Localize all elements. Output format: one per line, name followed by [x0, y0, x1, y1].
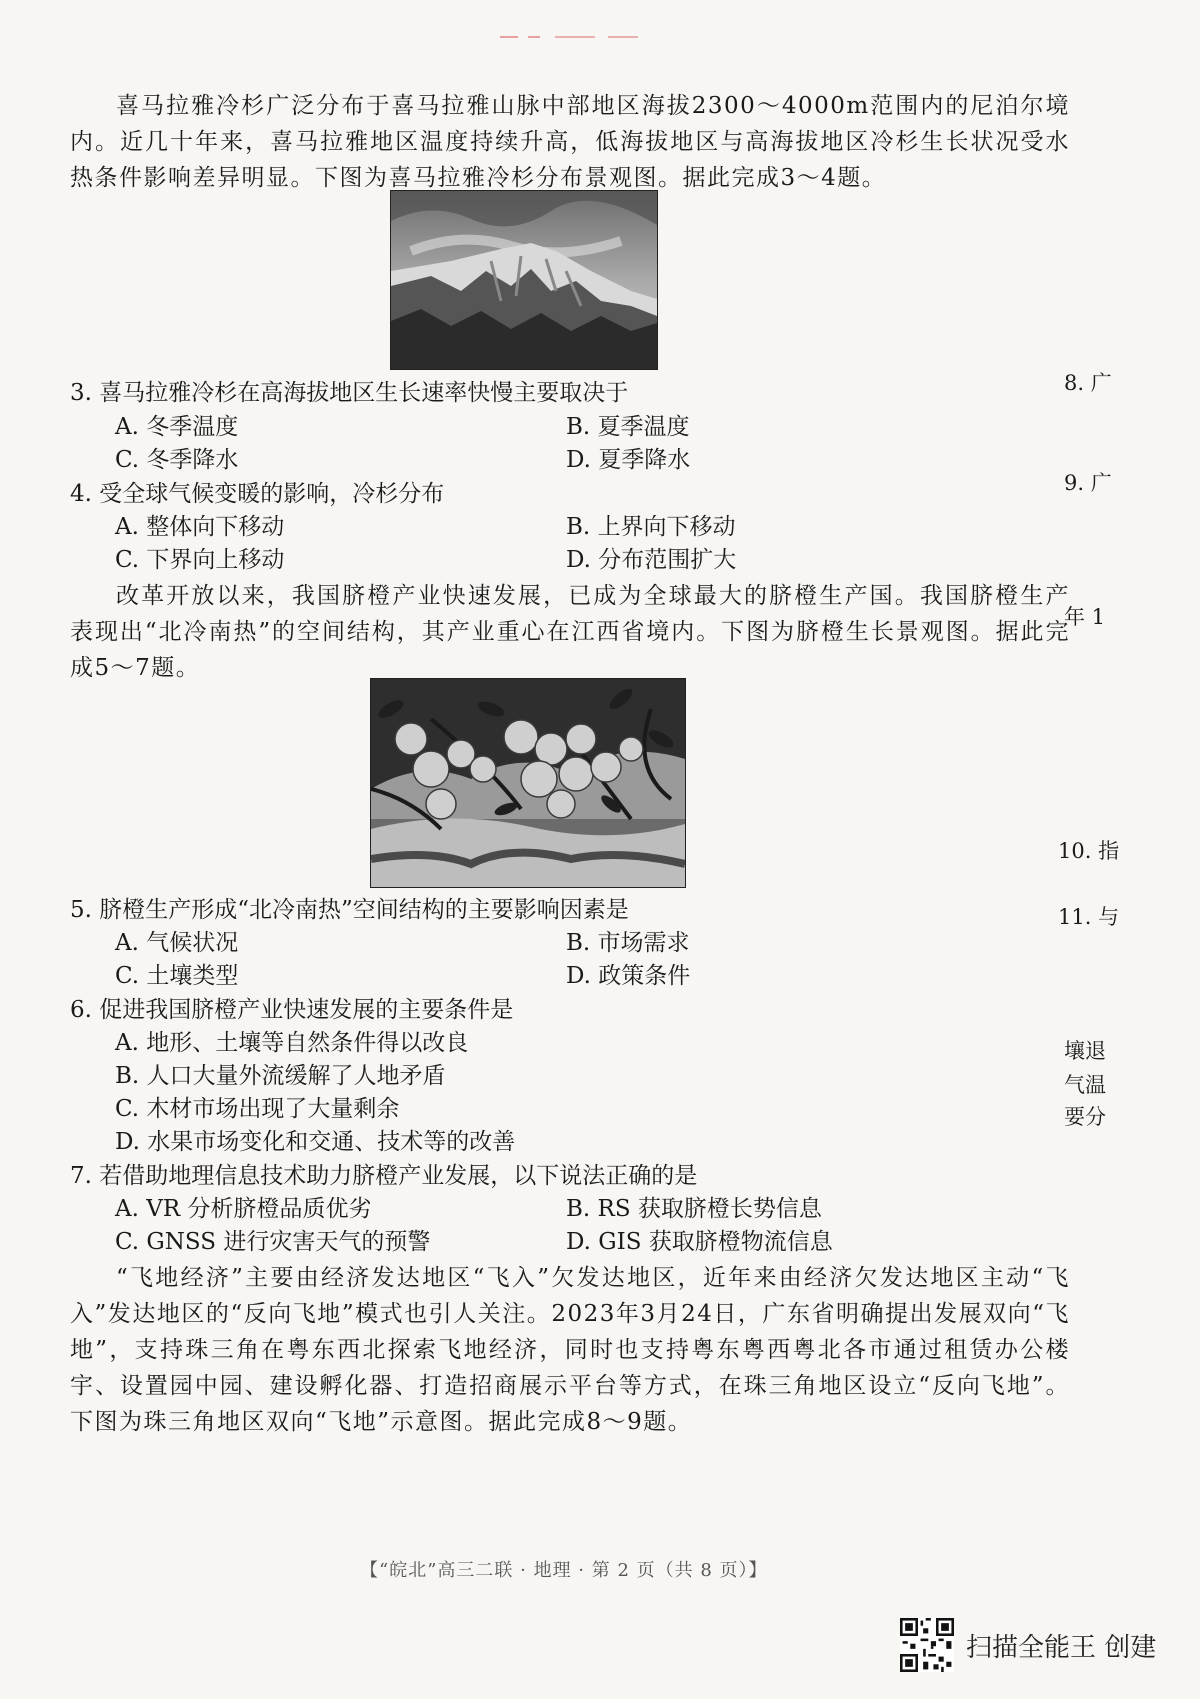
scanner-watermark	[900, 1618, 1156, 1672]
question-3-stem: 3. 喜马拉雅冷杉在高海拔地区生长速率快慢主要取决于	[70, 380, 629, 406]
passage-fir: 喜马拉雅冷杉广泛分布于喜马拉雅山脉中部地区海拔2300～4000m范围内的尼泊尔境内。近几十年来，喜马拉雅地区温度持续升高，低海拔地区与高海拔地区冷杉生长状况受水热条件影响差异明显。下图为喜马拉雅冷杉分布景观图。据此完成3～4题。	[70, 93, 1070, 191]
scan-artifact-marks	[500, 34, 650, 40]
q3-option-b[interactable]: B. 夏季温度	[566, 414, 690, 440]
fir-landscape-photo	[390, 190, 658, 370]
edge-fragment: 9. 广	[1064, 471, 1112, 495]
q3-option-c[interactable]: C. 冬季降水	[115, 447, 239, 473]
q5-option-a[interactable]: A. 气候状况	[115, 930, 239, 956]
question-4-stem: 4. 受全球气候变暖的影响，冷杉分布	[70, 481, 445, 507]
edge-fragment: 气温	[1064, 1073, 1106, 1097]
q6-option-c[interactable]: C. 木材市场出现了大量剩余	[115, 1096, 400, 1122]
q3-option-a[interactable]: A. 冬季温度	[115, 414, 239, 440]
q5-option-d[interactable]: D. 政策条件	[566, 963, 691, 989]
edge-fragment: 10. 指	[1058, 839, 1120, 863]
scanner-label: 扫描全能王 创建	[966, 1632, 1157, 1663]
q4-option-a[interactable]: A. 整体向下移动	[115, 514, 285, 540]
passage-enclave-economy: “飞地经济”主要由经济发达地区“飞入”欠发达地区，近年来由经济欠发达地区主动“飞入”发达地区的“反向飞地”模式也引人关注。2023年3月24日，广东省明确提出发展双向“飞地”，支持珠三角在粤东西北探索飞地经济，同时也支持粤东粤西粤北各市通过租赁办公楼宇、设置园中园、建设孵化器、打造招商展示平台等方式，在珠三角地区设立“反向飞地”。下图为珠三角地区双向“飞地”示意图。据此完成8～9题。	[70, 1265, 1070, 1435]
orange-grove-photo	[370, 678, 686, 888]
q7-option-c[interactable]: C. GNSS 进行灾害天气的预警	[115, 1229, 431, 1255]
edge-fragment: 壤退	[1064, 1039, 1106, 1063]
question-7-stem: 7. 若借助地理信息技术助力脐橙产业发展，以下说法正确的是	[70, 1163, 698, 1189]
passage-navel-orange: 改革开放以来，我国脐橙产业快速发展，已成为全球最大的脐橙生产国。我国脐橙生产表现出“北冷南热”的空间结构，其产业重心在江西省境内。下图为脐橙生长景观图。据此完成5～7题。	[70, 583, 1070, 681]
q4-option-d[interactable]: D. 分布范围扩大	[566, 547, 737, 573]
q3-option-d[interactable]: D. 夏季降水	[566, 447, 691, 473]
q6-option-a[interactable]: A. 地形、土壤等自然条件得以改良	[115, 1030, 469, 1056]
q4-option-c[interactable]: C. 下界向上移动	[115, 547, 285, 573]
q6-option-d[interactable]: D. 水果市场变化和交通、技术等的改善	[115, 1129, 516, 1155]
q5-option-b[interactable]: B. 市场需求	[566, 930, 690, 956]
q6-option-b[interactable]: B. 人口大量外流缓解了人地矛盾	[115, 1063, 446, 1089]
q7-option-a[interactable]: A. VR 分析脐橙品质优劣	[115, 1196, 372, 1222]
page-footer: 【“皖北”高三二联 · 地理 · 第 2 页（共 8 页）】	[360, 1560, 768, 1581]
edge-fragment: 11. 与	[1058, 905, 1120, 929]
edge-fragment: 要分	[1064, 1105, 1106, 1129]
q4-option-b[interactable]: B. 上界向下移动	[566, 514, 736, 540]
q7-option-d[interactable]: D. GIS 获取脐橙物流信息	[566, 1229, 833, 1255]
q7-option-b[interactable]: B. RS 获取脐橙长势信息	[566, 1196, 822, 1222]
q5-option-c[interactable]: C. 土壤类型	[115, 963, 239, 989]
qr-code-icon	[900, 1618, 954, 1672]
edge-fragment: 年 1	[1064, 605, 1106, 629]
question-5-stem: 5. 脐橙生产形成“北冷南热”空间结构的主要影响因素是	[70, 897, 629, 923]
edge-fragment: 8. 广	[1064, 371, 1112, 395]
question-6-stem: 6. 促进我国脐橙产业快速发展的主要条件是	[70, 997, 514, 1023]
